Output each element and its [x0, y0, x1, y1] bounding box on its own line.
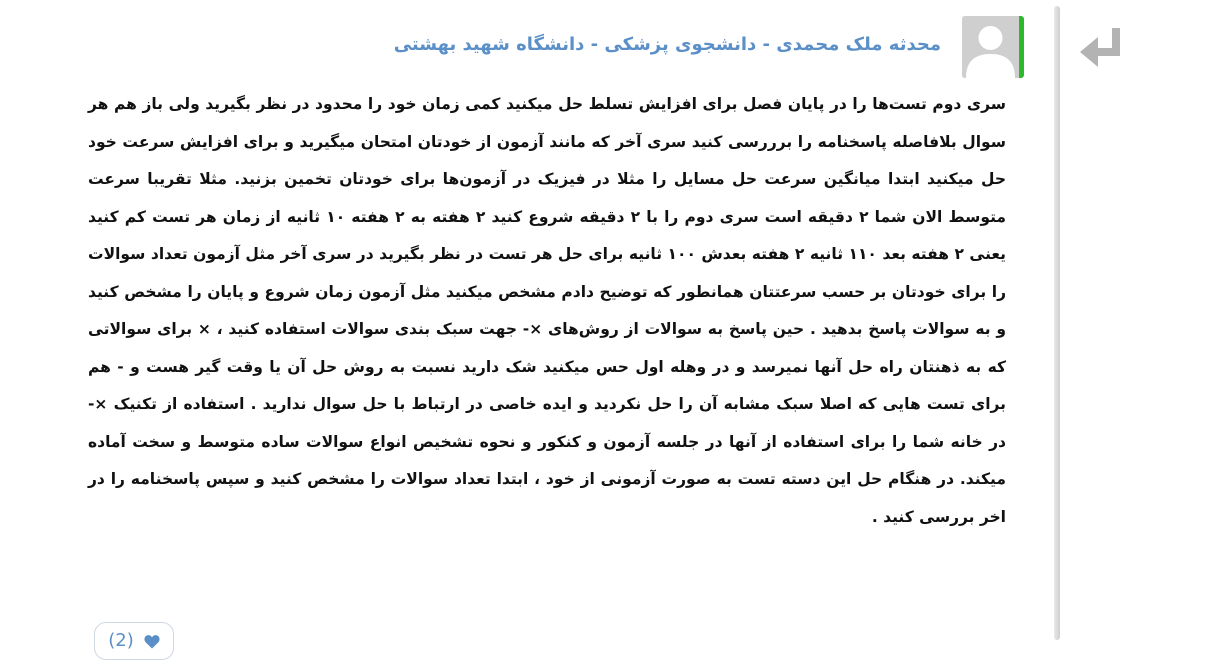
like-count: (2): [108, 630, 134, 651]
heart-icon: [144, 634, 160, 649]
thread-divider: [1054, 6, 1060, 640]
comment-author[interactable]: محدثه ملک محمدی - دانشجوی پزشکی - دانشگاه شهید بهشتی: [393, 34, 941, 55]
user-avatar: [962, 16, 1024, 78]
comment-text: سری دوم تست‌ها را در پایان فصل برای افزایش تسلط حل میکنید کمی زمان خود را محدود در نظر بگیرید ولی باز هم هر سوال بلافاصله پاسخنامه را برررسی کنید سری آخر که مانند آزمون از خودتان امتحان میگیرید و برای افزایش سرعت خود حل میکنید ابتدا میانگین سرعت حل مسایل را مثلا در فیزیک در آزمون‌ها برای خودتان تخمین بزنید. مثلا تقریبا سرعت متوسط الان شما ۲ دقیقه است سری دوم را با ۲ دقیقه شروع کنید ۲ هفته به ۲ هفته ۱۰ ثانیه از زمان هر تست کم کنید یعنی ۲ هفته بعد ۱۱۰ ثانیه ۲ هفته بعدش ۱۰۰ ثانیه برای حل هر تست در نظر بگیرید در سری آخر مثل آزمون تعداد سوالات را برای خودتان بر حسب سرعتتان همانطور که توضیح دادم مشخص میکنید مثل آزمون زمان شروع و پایان را مشخص کنید و به سوالات پاسخ بدهید . حین پاسخ به سوالات از روش‌های ×- جهت سبک بندی سوالات استفاده کنید ، × برای سوالاتی که به ذهنتان راه حل آنها نمیرسد و در وهله اول حس میکنید شک دارید نسبت به روش حل آن یا وقت گیر هست و - هم برای تست هایی که اصلا سبک مشابه آن را حل نکردید و ایده خاصی در ارتباط با حل سوال ندارید . استفاده از تکنیک ×- در خانه شما را برای استفاده از آنها در جلسه آزمون و کنکور و نحوه تشخیص انواع سوالات ساده متوسط و سخت آماده میکند. در هنگام حل این دسته تست به صورت آزمونی از خود ، ابتدا تعداد سوالات را مشخص کنید و سپس پاسخنامه را در اخر بررسی کنید .: [88, 95, 1007, 526]
default-avatar-icon: [962, 16, 1019, 78]
reply-arrow-icon[interactable]: [1076, 22, 1128, 70]
like-button[interactable]: [94, 622, 174, 660]
